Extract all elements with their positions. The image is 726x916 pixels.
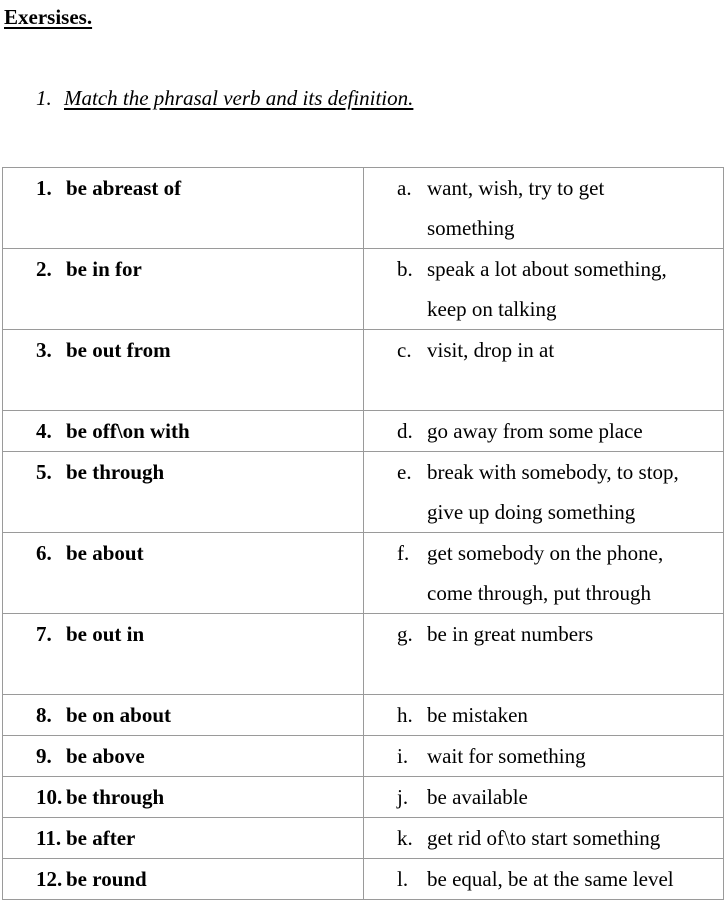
phrasal-verb-cell <box>3 736 364 777</box>
verb-number: 10. <box>36 785 63 809</box>
definition-line: keep on talking <box>427 297 557 321</box>
definition-line: visit, drop in at <box>427 338 555 362</box>
definition-line: be in great numbers <box>427 622 594 646</box>
definition-text <box>427 533 715 613</box>
table-row <box>3 533 724 614</box>
definition-line <box>427 654 715 694</box>
task-title: Match the phrasal verb and its definition. <box>64 86 414 110</box>
definition-text <box>427 777 715 817</box>
table-row <box>3 249 724 330</box>
definition-line <box>427 370 715 410</box>
definition-cell <box>364 859 724 900</box>
definition-letter: a. <box>397 176 412 200</box>
table-row <box>3 859 724 900</box>
verb-number: 2. <box>36 257 52 281</box>
definition-line: be available <box>427 785 528 809</box>
table-row <box>3 736 724 777</box>
table-row <box>3 411 724 452</box>
verb-number: 4. <box>36 419 52 443</box>
definition-line: be mistaken <box>427 703 528 727</box>
phrasal-verb-cell <box>3 452 364 533</box>
definition-letter: j. <box>397 785 409 809</box>
verb-number: 3. <box>36 338 52 362</box>
verb-number: 11. <box>36 826 62 850</box>
definition-letter: d. <box>397 419 413 443</box>
table-row <box>3 818 724 859</box>
definition-cell <box>364 736 724 777</box>
phrasal-verb-cell <box>3 168 364 249</box>
definition-line: want, wish, try to get <box>427 176 605 200</box>
definition-text <box>427 330 715 410</box>
phrasal-verb-cell <box>3 818 364 859</box>
task-instruction <box>36 86 413 111</box>
definition-line: something <box>427 216 515 240</box>
page-heading: Exersises. <box>4 5 93 29</box>
definition-letter: f. <box>397 541 410 565</box>
table-row <box>3 614 724 695</box>
definition-letter: h. <box>397 703 413 727</box>
definition-cell <box>364 249 724 330</box>
phrasal-verb: be through <box>66 785 165 809</box>
phrasal-verb-cell <box>3 533 364 614</box>
phrasal-verb: be out in <box>66 622 145 646</box>
definition-cell <box>364 695 724 736</box>
verb-number: 9. <box>36 744 52 768</box>
table-row <box>3 168 724 249</box>
phrasal-verb-cell <box>3 249 364 330</box>
verb-number: 1. <box>36 176 52 200</box>
definition-line: come through, put through <box>427 581 651 605</box>
definition-letter: c. <box>397 338 412 362</box>
definition-cell <box>364 452 724 533</box>
definition-text <box>427 452 715 532</box>
verb-number: 12. <box>36 867 63 891</box>
phrasal-verb-cell <box>3 614 364 695</box>
phrasal-verb: be above <box>66 744 145 768</box>
phrasal-verb: be out from <box>66 338 171 362</box>
definition-cell <box>364 777 724 818</box>
phrasal-verb-cell <box>3 777 364 818</box>
definition-letter: e. <box>397 460 412 484</box>
definition-text <box>427 411 715 451</box>
definition-letter: l. <box>397 867 409 891</box>
phrasal-verb: be in for <box>66 257 142 281</box>
definition-letter: b. <box>397 257 413 281</box>
phrasal-verb: be about <box>66 541 144 565</box>
task-number: 1. <box>36 86 52 110</box>
definition-line: wait for something <box>427 744 586 768</box>
verb-number: 7. <box>36 622 52 646</box>
definition-text <box>427 859 715 899</box>
definition-letter: g. <box>397 622 413 646</box>
table-row <box>3 330 724 411</box>
definition-text <box>427 695 715 735</box>
definition-line: give up doing something <box>427 500 636 524</box>
definition-text <box>427 736 715 776</box>
table-row <box>3 695 724 736</box>
phrasal-verb: be through <box>66 460 165 484</box>
phrasal-verb: be on about <box>66 703 172 727</box>
verb-number: 5. <box>36 460 52 484</box>
definition-cell <box>364 411 724 452</box>
definition-line: speak a lot about something, <box>427 257 667 281</box>
definition-line: go away from some place <box>427 419 643 443</box>
definition-text <box>427 249 715 329</box>
definition-text <box>427 614 715 694</box>
table-row <box>3 452 724 533</box>
definition-line: get rid of\to start something <box>427 826 661 850</box>
table-row <box>3 777 724 818</box>
definition-text <box>427 818 715 858</box>
phrasal-verb: be abreast of <box>66 176 182 200</box>
definition-letter: i. <box>397 744 409 768</box>
phrasal-verb-cell <box>3 859 364 900</box>
verb-number: 8. <box>36 703 52 727</box>
definition-cell <box>364 168 724 249</box>
phrasal-verb: be round <box>66 867 147 891</box>
definition-text <box>427 168 715 248</box>
phrasal-verb: be after <box>66 826 136 850</box>
verb-number: 6. <box>36 541 52 565</box>
definition-cell <box>364 330 724 411</box>
phrasal-verb-cell <box>3 695 364 736</box>
definition-cell <box>364 818 724 859</box>
phrasal-verb-cell <box>3 330 364 411</box>
matching-table <box>2 167 724 900</box>
definition-letter: k. <box>397 826 413 850</box>
definition-cell <box>364 533 724 614</box>
definition-cell <box>364 614 724 695</box>
phrasal-verb-cell <box>3 411 364 452</box>
phrasal-verb: be off\on with <box>66 419 190 443</box>
definition-line: be equal, be at the same level <box>427 867 674 891</box>
definition-line: break with somebody, to stop, <box>427 460 679 484</box>
definition-line: get somebody on the phone, <box>427 541 664 565</box>
